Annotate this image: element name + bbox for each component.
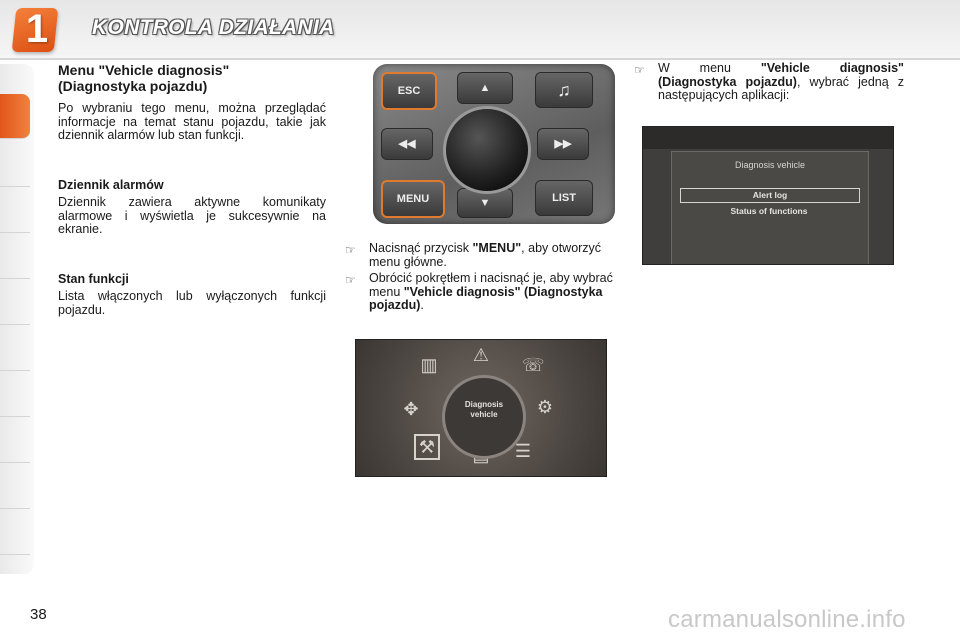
side-tab-4[interactable] [0, 188, 30, 233]
step2-suffix: . [420, 298, 424, 312]
chapter-title: KONTROLA DZIAŁANIA [92, 16, 335, 39]
up-arrow-icon: ▲ [457, 72, 513, 104]
side-tab-11[interactable] [0, 510, 30, 555]
alert-log-heading: Dziennik alarmów [58, 178, 164, 192]
chapter-number: 1 [25, 7, 49, 51]
list-button: LIST [535, 180, 593, 216]
navigation-icon: ✥ [403, 399, 419, 419]
bullet-icon: ☞ [345, 243, 356, 257]
diagnosis-screen [642, 126, 894, 265]
dial-label [445, 400, 523, 420]
step2-prefix: Obrócić pokrętłem i nacisnąć je, aby wybrać menu [369, 271, 613, 299]
page-number: 38 [30, 606, 47, 623]
dial-label-line2: vehicle [470, 410, 498, 419]
alert-log-item: Alert log [680, 188, 860, 203]
status-heading: Stan funkcji [58, 272, 129, 286]
step-select-menu [369, 272, 615, 313]
equalizer-icon: ☰ [514, 441, 532, 461]
esc-button: ESC [381, 72, 437, 110]
step1-bold: "MENU" [472, 241, 522, 255]
step1-suffix: , aby otworzyć menu główne. [369, 241, 602, 269]
side-tab-7[interactable] [0, 326, 30, 371]
music-note-icon: ♫ [535, 72, 593, 108]
intro-paragraph: Po wybraniu tego menu, można przeglądać informacje na temat stanu pojazdu, takie jak dziennik alarmów lub stan funkcji. [58, 101, 326, 142]
bullet-icon: ☞ [345, 273, 356, 287]
side-tab-10[interactable] [0, 464, 30, 509]
main-menu-screen [355, 339, 607, 477]
rewind-icon: ◀◀ [381, 128, 433, 160]
side-tabs [0, 64, 34, 574]
side-tab-active[interactable] [0, 94, 30, 139]
diagnosis-panel [671, 151, 869, 265]
step-choose-application [658, 62, 904, 103]
step-prefix: W menu [658, 61, 761, 75]
control-panel-photo [373, 64, 615, 224]
warning-icon: ⚠ [472, 345, 490, 365]
bullet-icon: ☞ [634, 63, 645, 77]
rotary-knob [443, 106, 531, 194]
side-tab-5[interactable] [0, 234, 30, 279]
down-arrow-icon: ▼ [457, 188, 513, 218]
vehicle-tools-icon: ⚒ [414, 434, 440, 460]
screen-status-bar [643, 127, 893, 149]
watermark: carmanualsonline.info [668, 606, 906, 633]
status-of-functions-item: Status of functions [730, 206, 808, 216]
dial-label-line1: Diagnosis [464, 400, 504, 409]
fast-forward-icon: ▶▶ [537, 128, 589, 160]
alert-log-paragraph: Dziennik zawiera aktywne komunikaty alarmowe i wyświetla je sukcesywnie na ekranie. [58, 195, 326, 236]
side-tab-3[interactable] [0, 142, 30, 187]
settings-icon: ⚙ [536, 397, 554, 417]
step2-bold: "Vehicle diagnosis" (Diagnostyka pojazdu) [369, 284, 603, 312]
step1-prefix: Nacisnąć przycisk [369, 241, 473, 255]
menu-dial [442, 375, 526, 459]
diagnosis-title: Diagnosis vehicle [734, 160, 806, 170]
side-tab-9[interactable] [0, 418, 30, 463]
books-icon: ▥ [420, 355, 438, 375]
status-paragraph: Lista włączonych lub wyłączonych funkcji pojazdu. [58, 289, 326, 317]
phone-icon: ☏ [522, 355, 545, 375]
side-tab-8[interactable] [0, 372, 30, 417]
step-press-menu [369, 242, 615, 269]
menu-button: MENU [381, 180, 445, 218]
step-suffix: , wybrać jedną z następujących aplikacji: [658, 74, 905, 102]
section-title: Menu "Vehicle diagnosis" (Diagnostyka pojazdu) [58, 62, 230, 94]
step-bold: "Vehicle diagnosis" (Diagnostyka pojazdu) [658, 61, 904, 89]
side-tab-6[interactable] [0, 280, 30, 325]
